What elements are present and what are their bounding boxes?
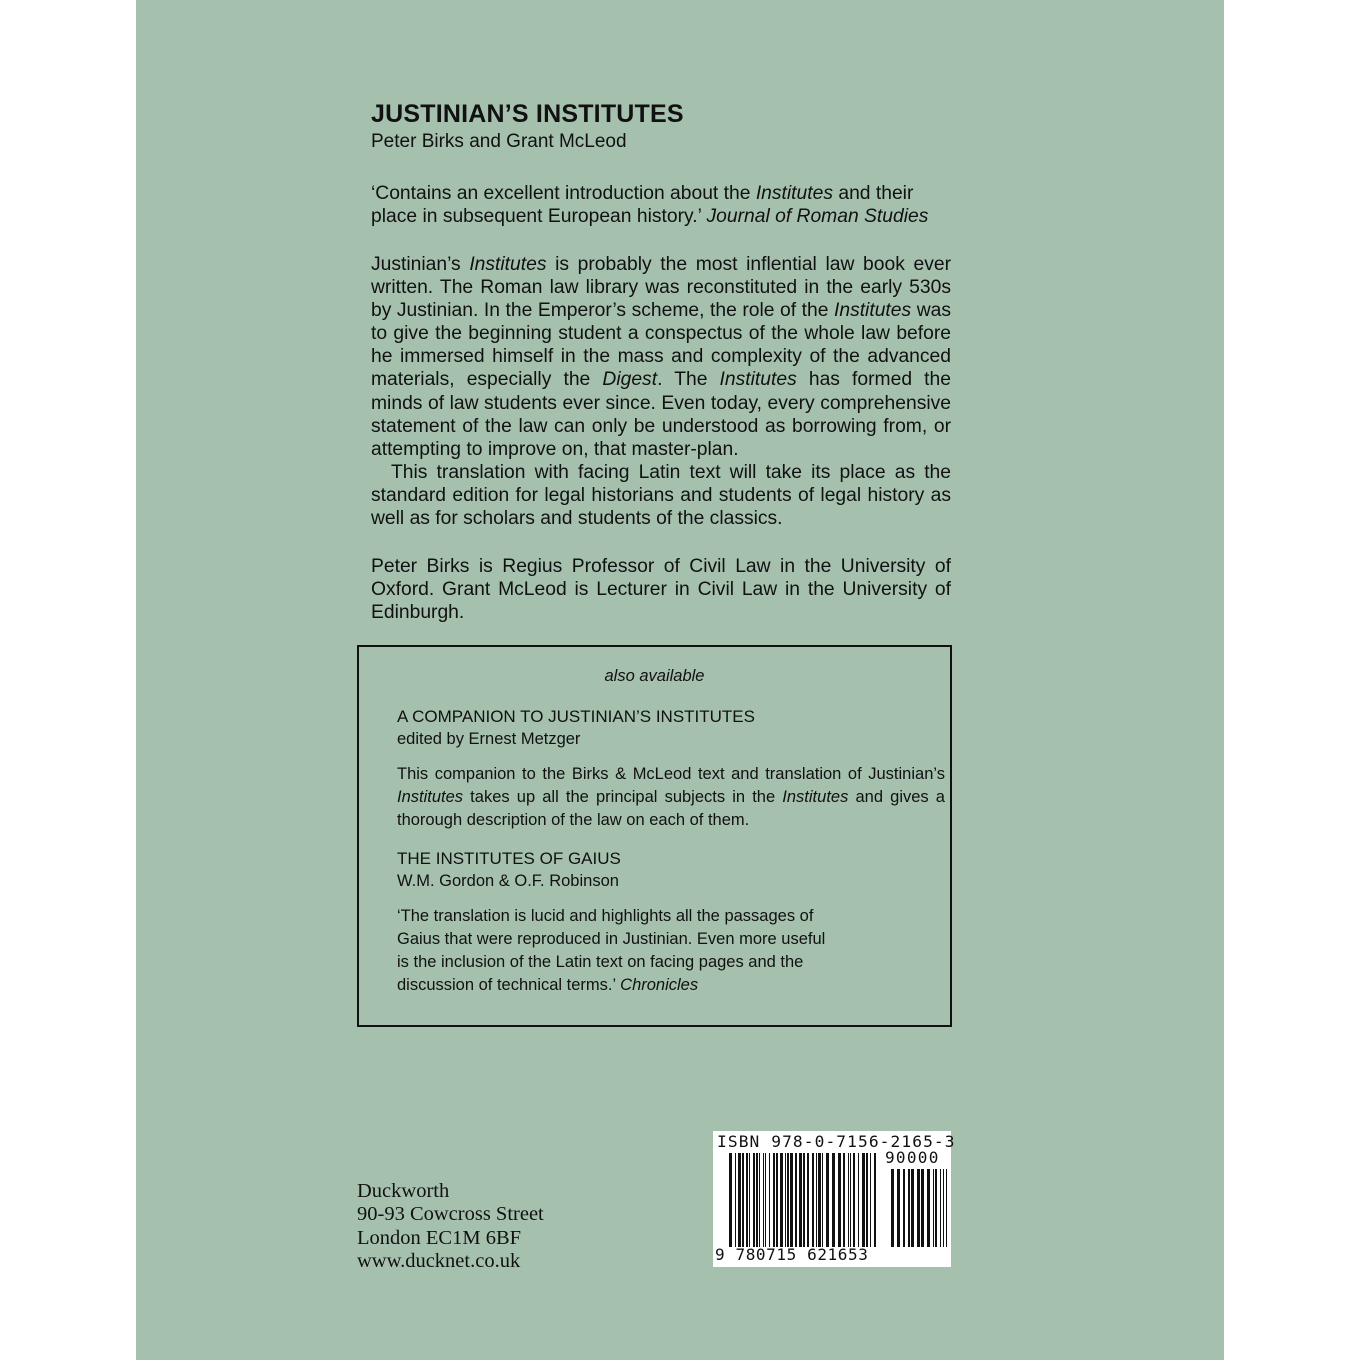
ean-barcode-bars bbox=[729, 1153, 879, 1247]
publisher-website: www.ducknet.co.uk bbox=[357, 1250, 521, 1273]
companion-title: A COMPANION TO JUSTINIAN’S INSTITUTES bbox=[397, 707, 755, 726]
publisher-info bbox=[357, 1180, 544, 1274]
ean-digits: 9 780715 621653 bbox=[715, 1245, 869, 1264]
barcode-bar bbox=[807, 1153, 809, 1247]
also-available-heading: also available bbox=[604, 667, 705, 685]
barcode-bar bbox=[765, 1153, 766, 1247]
barcode-bar bbox=[826, 1153, 829, 1247]
companion-editor: edited by Ernest Metzger bbox=[397, 730, 581, 748]
barcode-bar bbox=[832, 1153, 835, 1247]
barcode-bar bbox=[897, 1169, 900, 1247]
price-addon-text: 90000 bbox=[885, 1148, 940, 1167]
barcode-bar bbox=[759, 1153, 760, 1247]
barcode-bar bbox=[891, 1169, 894, 1247]
barcode-bar bbox=[776, 1153, 778, 1247]
barcode-bar bbox=[773, 1153, 775, 1247]
barcode-bar bbox=[812, 1153, 814, 1247]
barcode-bar bbox=[874, 1153, 876, 1247]
barcode-bar bbox=[803, 1153, 805, 1247]
barcode-bar bbox=[940, 1169, 941, 1247]
barcode-bar bbox=[858, 1153, 859, 1247]
publisher-name: Duckworth bbox=[357, 1180, 450, 1202]
barcode-bar bbox=[927, 1169, 930, 1247]
book-title: JUSTINIAN’S INSTITUTES bbox=[371, 100, 684, 128]
publisher-street: 90-93 Cowcross Street bbox=[357, 1203, 544, 1226]
companion-description: This companion to the Birks & McLeod text and translation of Justinian’s Institutes takes up all the principal subjects in the Institutes and gives a thorough description of the law on each of them. bbox=[397, 765, 945, 829]
review-source: Journal of Roman Studies bbox=[706, 206, 929, 228]
gaius-title: THE INSTITUTES OF GAIUS bbox=[397, 849, 621, 868]
description-paragraph-1: Justinian’s Institutes is probably the most inflential law book ever written. The Roman law library was reconstituted in the early 530s by Justinian. In the Emperor’s scheme, the role of the Institutes was to give the beginning student a conspectus of the whole law before he immersed himself in the mass and complexity of the advanced materials, especially the Digest. The Institutes has formed the minds of law students ever since. Even today, every comprehensive statement of the law can only be understood as borrowing from, or attempting to improve on, that master-plan. bbox=[371, 254, 951, 460]
barcode-bar bbox=[816, 1153, 817, 1247]
barcode-bar bbox=[870, 1153, 871, 1247]
gaius-review: ‘The translation is lucid and highlights all the passages of Gaius that were reproduced in Justinian. Even more useful is the inclusion of the Latin text on facing pages and the discussion of technical terms.’ Chronicles bbox=[397, 907, 826, 994]
barcode-bar bbox=[903, 1169, 905, 1247]
publisher-city: London EC1M 6BF bbox=[357, 1226, 522, 1249]
barcode-bar bbox=[729, 1153, 732, 1247]
author-bio: Peter Birks is Regius Professor of Civil Law in the University of Oxford. Grant McLeod is Lecturer in Civil Law in the University of Edinburgh. bbox=[371, 556, 951, 624]
barcode-bar bbox=[735, 1153, 736, 1247]
barcode-bar bbox=[843, 1153, 845, 1247]
barcode-bar bbox=[933, 1169, 934, 1247]
barcode-bar bbox=[785, 1153, 786, 1247]
barcode-bar bbox=[911, 1169, 914, 1247]
barcode-bar bbox=[866, 1153, 868, 1247]
barcode-bar bbox=[746, 1153, 748, 1247]
barcode-bar bbox=[738, 1153, 741, 1247]
barcode-bar bbox=[818, 1153, 821, 1247]
barcode-bar bbox=[763, 1153, 764, 1247]
barcode-bar bbox=[921, 1169, 924, 1247]
description-paragraph-2: This translation with facing Latin text will take its place as the standard edition for legal historians and students of legal history as well as for scholars and students of the classics. bbox=[371, 461, 951, 530]
barcode-bar bbox=[790, 1153, 793, 1247]
book-description bbox=[371, 253, 951, 530]
barcode-bar bbox=[853, 1153, 855, 1247]
barcode-bar bbox=[753, 1153, 755, 1247]
barcode-bar bbox=[756, 1153, 758, 1247]
barcode-bar bbox=[935, 1169, 937, 1247]
barcode-bar bbox=[908, 1169, 910, 1247]
barcode-bar bbox=[943, 1169, 944, 1247]
addon-barcode-bars bbox=[891, 1169, 947, 1247]
review-quote: ‘Contains an excellent introduction about the Institutes and their place in subsequent European history.’ Journal of Roman Studies bbox=[371, 183, 929, 228]
barcode-bar bbox=[795, 1153, 797, 1247]
barcode-bar bbox=[749, 1153, 750, 1247]
barcode bbox=[713, 1131, 956, 1267]
barcode-bar bbox=[787, 1153, 789, 1247]
book-authors: Peter Birks and Grant McLeod bbox=[371, 131, 627, 152]
gaius-authors: W.M. Gordon & O.F. Robinson bbox=[397, 872, 619, 890]
barcode-bar bbox=[742, 1153, 744, 1247]
gaius-review-source: Chronicles bbox=[620, 976, 699, 994]
also-available-box bbox=[357, 645, 952, 1027]
barcode-bar bbox=[769, 1153, 770, 1247]
isbn-text: ISBN 978-0-7156-2165-3 bbox=[717, 1132, 956, 1151]
barcode-bar bbox=[838, 1153, 841, 1247]
barcode-bar bbox=[862, 1153, 865, 1247]
barcode-bar bbox=[917, 1169, 920, 1247]
barcode-bar bbox=[799, 1153, 802, 1247]
barcode-bar bbox=[850, 1153, 851, 1247]
barcode-bar bbox=[946, 1169, 947, 1247]
barcode-bar bbox=[780, 1153, 783, 1247]
barcode-bar bbox=[822, 1153, 823, 1247]
barcode-bar bbox=[848, 1153, 849, 1247]
